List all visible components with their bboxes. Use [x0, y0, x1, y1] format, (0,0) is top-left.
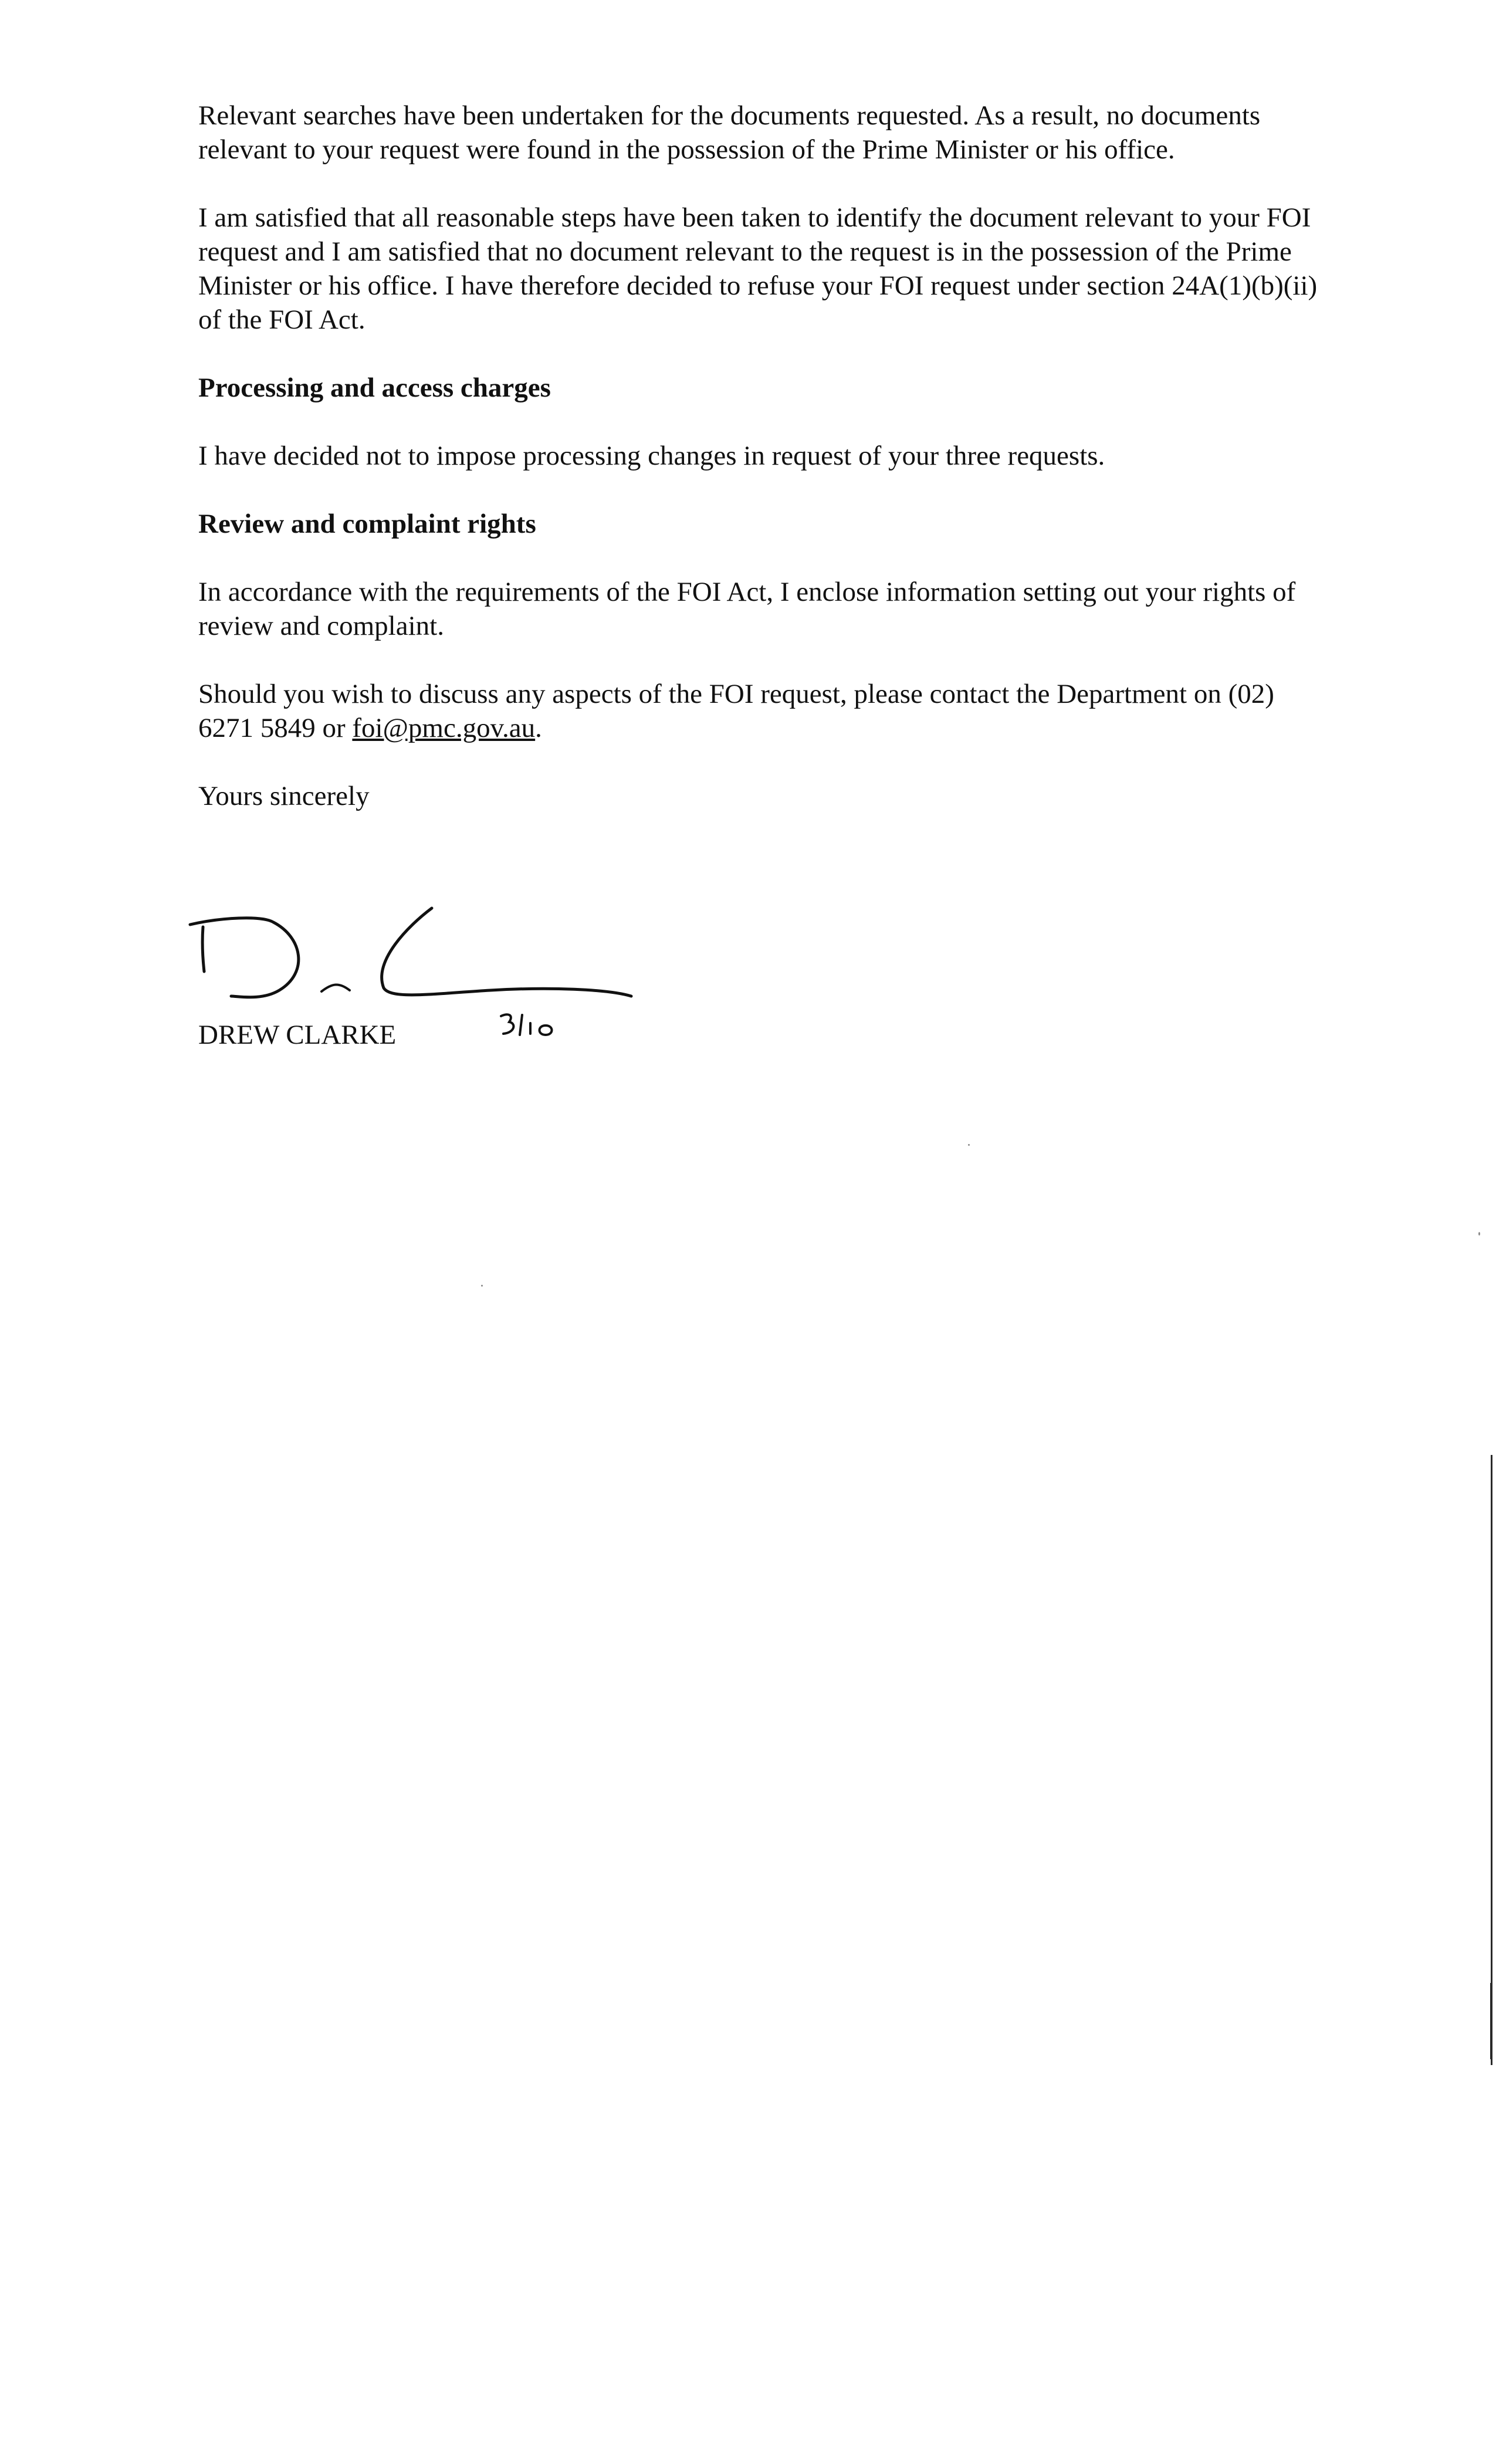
- contact-text: Should you wish to discuss any aspects of the FOI request, please contact the Department on (02) 6271 5849 or: [198, 679, 1274, 743]
- heading-review-rights: Review and complaint rights: [198, 509, 536, 539]
- scan-speck: [1478, 1232, 1480, 1236]
- signer-name: DREW CLARKE: [198, 1020, 397, 1050]
- email-link[interactable]: foi@pmc.gov.au: [352, 713, 536, 743]
- paragraph-decision: I am satisfied that all reasonable steps have been taken to identify the document relevant to your FOI request and I am satisfied that no document relevant to the request is in the possession of the Prime Minister or his office. I have therefore decided to refuse your FOI request under section 24A(1)(b)(ii) of the FOI Act.: [198, 202, 1318, 335]
- scan-edge-line: [1491, 1455, 1492, 2065]
- heading-processing-charges: Processing and access charges: [198, 373, 551, 403]
- paragraph-charges: I have decided not to impose processing changes in request of your three requests.: [198, 441, 1105, 471]
- handwritten-signature: [185, 902, 643, 1020]
- contact-end: .: [535, 713, 542, 743]
- handwritten-date: [496, 1009, 561, 1044]
- paragraph-searches: Relevant searches have been undertaken for the documents requested. As a result, no documents relevant to your request were found in the possession of the Prime Minister or his office.: [198, 100, 1261, 165]
- closing-salutation: Yours sincerely: [198, 781, 370, 811]
- scan-edge-line: [1490, 1983, 1492, 2059]
- letter-body: [198, 99, 1325, 847]
- scan-speck: [968, 1144, 970, 1146]
- paragraph-review: In accordance with the requirements of the FOI Act, I enclose information setting out your rights of review and complaint.: [198, 577, 1296, 641]
- scan-speck: [481, 1285, 483, 1287]
- paragraph-contact: [198, 677, 1325, 745]
